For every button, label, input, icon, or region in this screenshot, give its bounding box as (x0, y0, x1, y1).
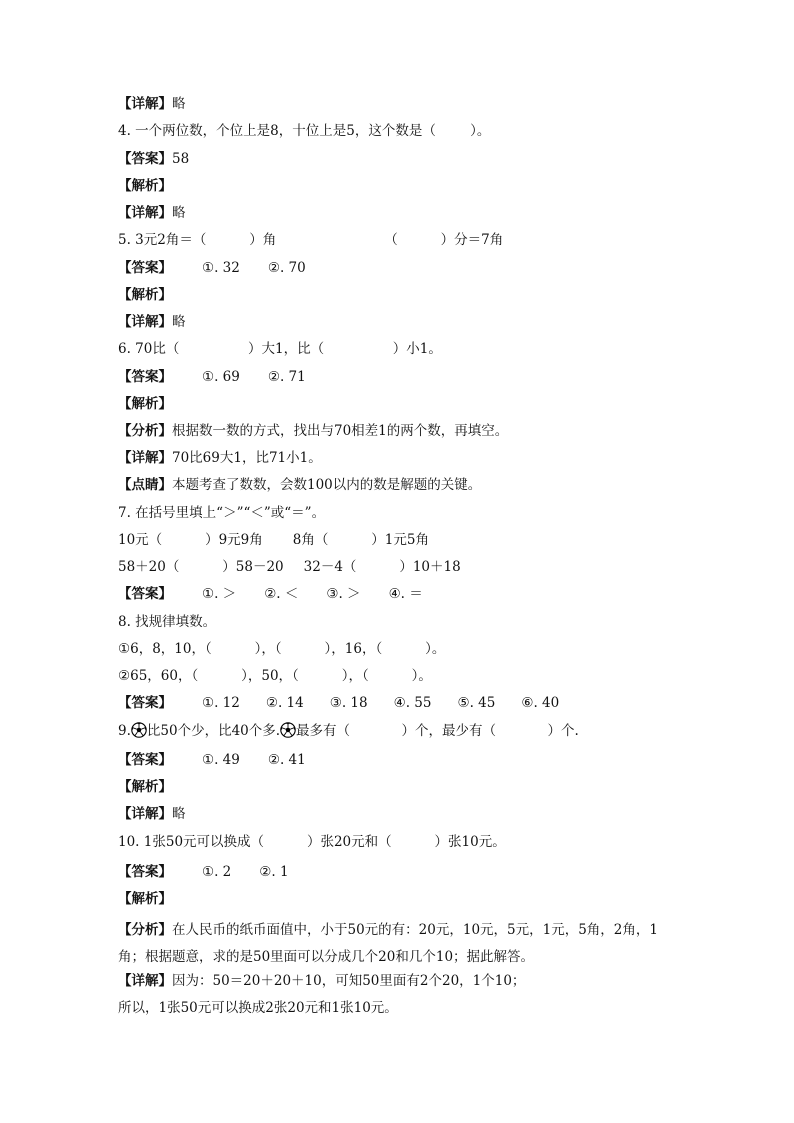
detail-line: 【详解】略 (118, 96, 186, 112)
conclusion-10: 所以，1张50元可以换成2张20元和1张10元。 (118, 1000, 398, 1016)
detail-6: 【详解】70比69大1，比71小1。 (118, 450, 322, 466)
detail-label: 【详解】 (118, 96, 172, 112)
answer-6: 【答案】 ①. 69 ②. 71 (118, 369, 306, 385)
answer-7: 【答案】 ①. ＞ ②. ＜ ③. ＞ ④. ＝ (118, 586, 423, 602)
analysis-9: 【解析】 (118, 779, 172, 795)
question-8-row-2: ②65，60，（ ），50，（ ），（ ）。 (118, 668, 432, 684)
reasoning-10: 【分析】在人民币的纸币面值中，小于50元的有：20元，10元，5元，1元，5角，2角，1角；根据题意，求的是50里面可以分成几个20和几个10；据此解答。 (118, 922, 658, 965)
question-7: 7. 在括号里填上“＞”“＜”或“＝”。 (118, 505, 326, 521)
question-4: 4. 一个两位数，个位上是8，十位上是5，这个数是（ ）。 (118, 123, 491, 139)
soccer-ball-icon (131, 722, 147, 738)
question-9: 9. 比50个少，比40个多. 最多有（ ）个，最少有（ ）个. (118, 723, 579, 739)
question-7-row-2: 58＋20（ ）58－20 32－4（ ）10＋18 (118, 559, 461, 575)
detail-5: 【详解】略 (118, 314, 186, 330)
comment-6: 【点睛】本题考查了数数，会数100以内的数是解题的关键。 (118, 477, 482, 493)
soccer-ball-icon (280, 722, 296, 738)
analysis-6: 【解析】 (118, 396, 172, 412)
analysis-5: 【解析】 (118, 287, 172, 303)
question-8-row-1: ①6，8，10，（ ），（ ），16，（ ）。 (118, 641, 446, 657)
reasoning-6: 【分析】根据数一数的方式，找出与70相差1的两个数，再填空。 (118, 423, 509, 439)
answer-5: 【答案】 ①. 32 ②. 70 (118, 260, 306, 276)
detail-9: 【详解】略 (118, 806, 186, 822)
answer-9: 【答案】 ①. 49 ②. 41 (118, 752, 306, 768)
answer-8: 【答案】 ①. 12 ②. 14 ③. 18 ④. 55 ⑤. 45 ⑥. 40 (118, 695, 560, 711)
question-10: 10. 1张50元可以换成（ ）张20元和（ ）张10元。 (118, 834, 506, 850)
question-7-row-1: 10元（ ）9元9角 8角（ ）1元5角 (118, 532, 429, 548)
question-5: 5. 3元2角＝（ ）角 （ ）分＝7角 (118, 232, 504, 248)
analysis-10: 【解析】 (118, 891, 172, 907)
answer-4: 【答案】58 (118, 151, 190, 167)
analysis-4: 【解析】 (118, 178, 172, 194)
detail-4: 【详解】略 (118, 205, 186, 221)
detail-10: 【详解】因为：50＝20＋20＋10，可知50里面有2个20，1个10； (118, 973, 526, 989)
question-8: 8. 找规律填数。 (118, 614, 217, 630)
question-6: 6. 70比（ ）大1，比（ ）小1。 (118, 341, 442, 357)
answer-10: 【答案】 ①. 2 ②. 1 (118, 864, 289, 880)
